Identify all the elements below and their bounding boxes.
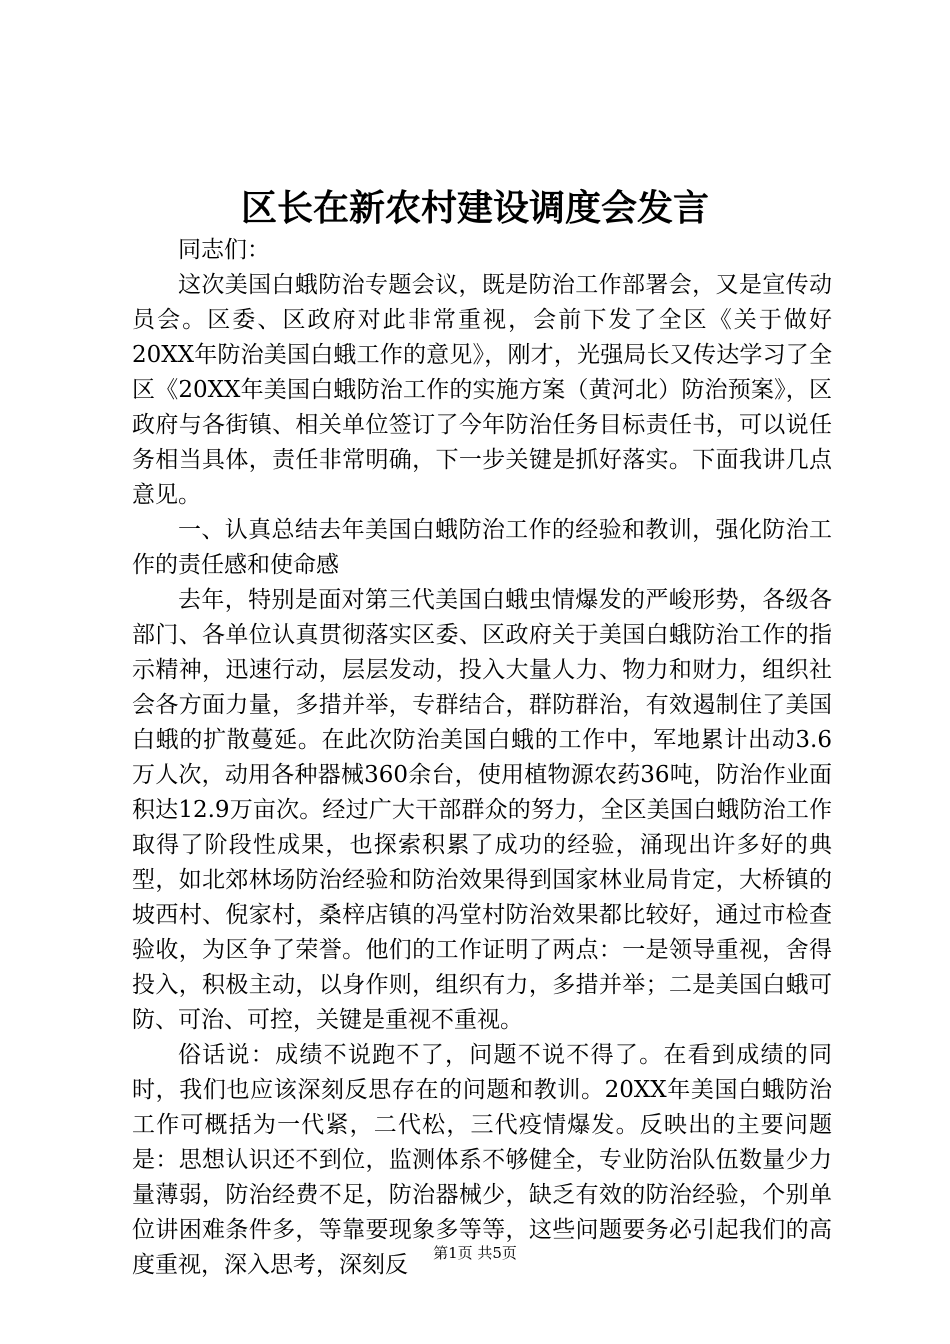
document-body xyxy=(132,233,832,1283)
paragraph-achievements: 去年，特别是面对第三代美国白蛾虫情爆发的严峻形势，各级各部门、各单位认真贯彻落实区委、区政府关于美国白蛾防治工作的指示精神，迅速行动，层层发动，投入大量人力、物力和财力，组织社会各方面力量，多措并举，专群结合，群防群治，有效遏制住了美国白蛾的扩散蔓延。在此次防治美国白蛾的工作中，军地累计出动3.6万人次，动用各种器械360余台，使用植物源农药36吨，防治作业面积达12.9万亩次。经过广大干部群众的努力，全区美国白蛾防治工作取得了阶段性成果，也探索积累了成功的经验，涌现出许多好的典型，如北郊林场防治经验和防治效果得到国家林业局肯定，大桥镇的坡西村、倪家村，桑梓店镇的冯堂村防治效果都比较好，通过市检查验收，为区争了荣誉。他们的工作证明了两点：一是领导重视，舍得投入，积极主动，以身作则，组织有力，多措并举；二是美国白蛾可防、可治、可控，关键是重视不重视。 xyxy=(132,587,832,1033)
paragraph-problems: 俗话说：成绩不说跑不了，问题不说不得了。在看到成绩的同时，我们也应该深刻反思存在的问题和教训。20XX年美国白蛾防治工作可概括为一代紧，二代松，三代疫情爆发。反映出的主要问题是：思想认识还不到位，监测体系不够健全，专业防治队伍数量少力量薄弱，防治经费不足，防治器械少，缺乏有效的防治经验，个别单位讲困难条件多，等靠要现象多等等，这些问题要务必引起我们的高度重视，深入思考，深刻反 xyxy=(132,1042,832,1278)
document-title: 区长在新农村建设调度会发言 xyxy=(240,187,709,229)
page-footer: 第1页 共5页 xyxy=(433,1244,517,1262)
paragraph-intro: 这次美国白蛾防治专题会议，既是防治工作部署会，又是宣传动员会。区委、区政府对此非常重视，会前下发了全区《关于做好20XX年防治美国白蛾工作的意见》，刚才，光强局长又传达学习了全区《20XX年美国白蛾防治工作的实施方案（黄河北）防治预案》，区政府与各街镇、相关单位签订了今年防治任务目标责任书，可以说任务相当具体，责任非常明确，下一步关键是抓好落实。下面我讲几点意见。 xyxy=(132,272,832,508)
greeting: 同志们： xyxy=(178,237,270,263)
section-heading-1: 一、认真总结去年美国白蛾防治工作的经验和教训，强化防治工作的责任感和使命感 xyxy=(132,517,832,578)
